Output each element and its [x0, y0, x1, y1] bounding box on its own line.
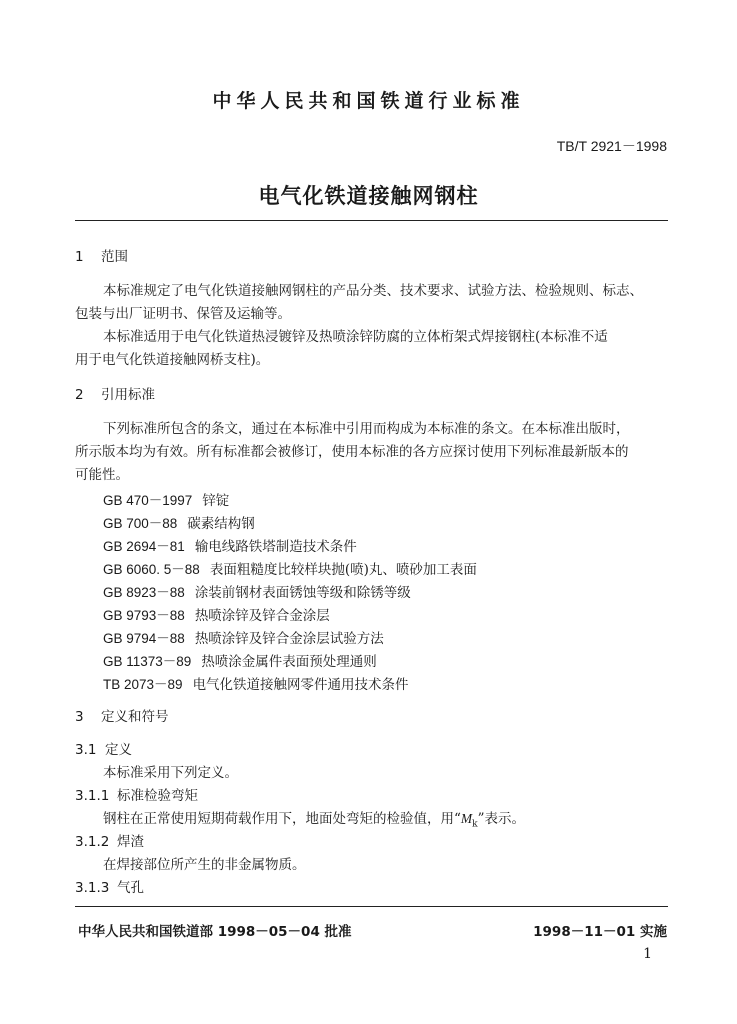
reference-name: 输电线路铁塔制造技术条件 [194, 539, 357, 555]
subsection-title: 定义 [105, 742, 132, 758]
reference-name: 涂装前钢材表面锈蚀等级和除锈等级 [194, 585, 411, 601]
subsection-3-1-3-heading [75, 879, 144, 897]
reference-name: 锌锭 [202, 493, 230, 509]
reference-name: 电气化铁道接触网零件通用技术条件 [192, 677, 409, 693]
reference-code: GB 470－1997 [103, 493, 193, 508]
reference-standard-item [103, 604, 330, 624]
section-2-para-line-1: 下列标准所包含的条文，通过在本标准中引用而构成为本标准的条文。在本标准出版时， [103, 421, 630, 437]
subsection-3-1-text: 本标准采用下列定义。 [103, 765, 238, 781]
section-2-para-line-3: 可能性。 [75, 467, 129, 483]
reference-code: GB 9794－88 [103, 631, 185, 646]
implementation-date: 1998－11－01 实施 [533, 924, 667, 940]
reference-code: GB 11373－89 [103, 654, 192, 669]
reference-name: 热喷涂金属件表面预处理通则 [201, 654, 377, 670]
subsection-3-1-heading [75, 741, 132, 759]
subsection-title: 焊渣 [117, 834, 144, 850]
approval-line: 中华人民共和国铁道部 1998－05－04 批准 [78, 924, 352, 940]
subsection-3-1-2-heading [75, 833, 144, 851]
reference-name: 碳素结构钢 [187, 516, 255, 532]
page-number: 1 [643, 946, 652, 962]
section-number: 2 [75, 387, 84, 403]
subsection-3-1-2-text: 在焊接部位所产生的非金属物质。 [103, 857, 306, 873]
section-number: 1 [75, 249, 84, 265]
section-1-heading [75, 248, 128, 266]
section-2-heading [75, 386, 155, 404]
section-title: 范围 [101, 249, 128, 265]
subsection-title: 标准检验弯矩 [117, 788, 198, 804]
section-1-para-1-line-1: 本标准规定了电气化铁道接触网钢柱的产品分类、技术要求、试验方法、检验规则、标志、 [103, 283, 643, 299]
subsection-number: 3.1.1 [75, 788, 110, 804]
section-1-para-2-line-1: 本标准适用于电气化铁道热浸镀锌及热喷涂锌防腐的立体桁架式焊接钢柱(本标准不适 [103, 329, 608, 345]
section-1-para-2-line-2: 用于电气化铁道接触网桥支柱)。 [75, 352, 270, 368]
subsection-title: 气孔 [117, 880, 144, 896]
section-title: 引用标准 [101, 387, 155, 403]
footer-divider [75, 906, 668, 907]
section-number: 3 [75, 709, 84, 725]
reference-standard-item [103, 581, 411, 601]
subsection-number: 3.1 [75, 742, 97, 758]
subsection-number: 3.1.3 [75, 880, 110, 896]
reference-standard-item [103, 650, 377, 670]
reference-standard-item [103, 627, 384, 647]
reference-standard-item [103, 512, 255, 532]
reference-standard-item [103, 535, 357, 555]
section-title: 定义和符号 [101, 709, 169, 725]
reference-standard-item [103, 489, 229, 509]
subsection-number: 3.1.2 [75, 834, 110, 850]
reference-code: TB 2073－89 [103, 677, 183, 692]
reference-code: GB 6060. 5－88 [103, 562, 200, 577]
issuing-body-header: 中华人民共和国铁道行业标准 [212, 90, 525, 112]
definition-text-start: 钢柱在正常使用短期荷载作用下，地面处弯矩的检验值，用“ [103, 811, 461, 827]
section-1-para-1-line-2: 包装与出厂证明书、保管及运输等。 [75, 306, 291, 322]
definition-text-end: ”表示。 [477, 811, 526, 827]
header-divider [75, 220, 668, 221]
reference-code: GB 2694－81 [103, 539, 185, 554]
reference-standard-item [103, 558, 477, 578]
standard-code: TB/T 2921－1998 [556, 138, 667, 154]
reference-standard-item [103, 673, 409, 693]
reference-name: 表面粗糙度比较样块抛(喷)丸、喷砂加工表面 [209, 562, 477, 578]
reference-name: 热喷涂锌及锌合金涂层 [194, 608, 330, 624]
moment-symbol: M [460, 811, 473, 826]
reference-code: GB 9793－88 [103, 608, 185, 623]
reference-code: GB 8923－88 [103, 585, 185, 600]
subsection-3-1-1-text [103, 810, 525, 834]
moment-symbol-subscript: k [472, 819, 478, 830]
reference-name: 热喷涂锌及锌合金涂层试验方法 [194, 631, 384, 647]
reference-code: GB 700－88 [103, 516, 178, 531]
document-title: 电气化铁道接触网钢柱 [258, 184, 479, 208]
section-2-para-line-2: 所示版本均为有效。所有标准都会被修订，使用本标准的各方应探讨使用下列标准最新版本的 [75, 444, 629, 460]
section-3-heading [75, 708, 169, 726]
subsection-3-1-1-heading [75, 787, 198, 805]
